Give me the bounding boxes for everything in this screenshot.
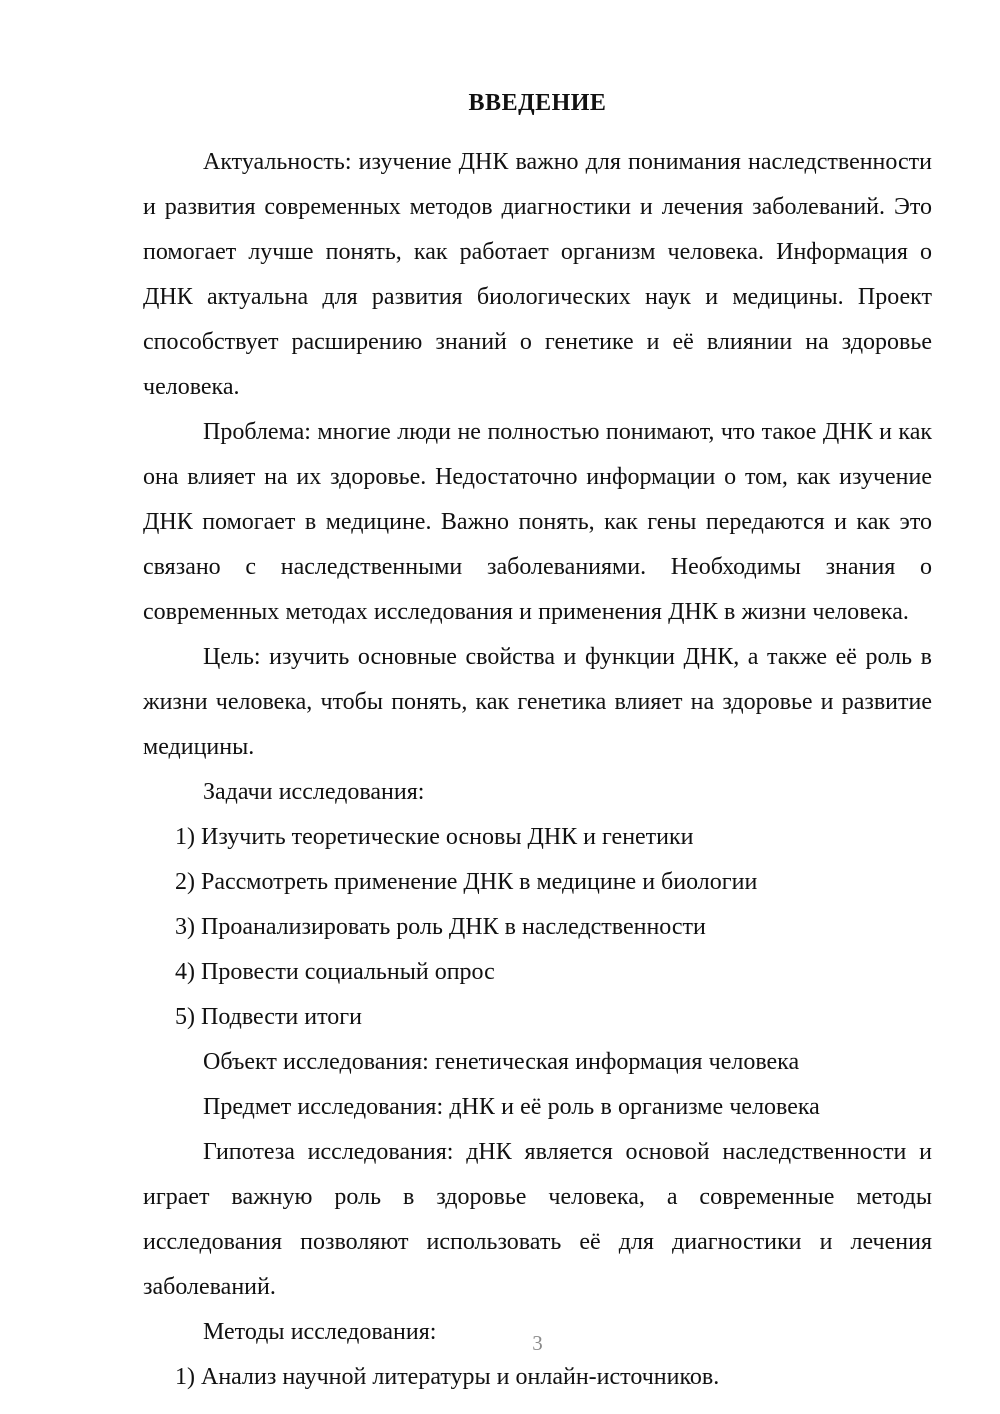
paragraph-hypothesis: Гипотеза исследования: дНК является основой наследственности и играет важную роль в здоровье человека, а современные методы исследования позволяют использовать её для диагностики и лечения заболеваний. <box>143 1139 932 1300</box>
heading-tasks: Задачи исследования: <box>203 779 425 805</box>
list-item: 2) Рассмотреть применение ДНК в медицине и биологии <box>175 869 758 895</box>
page-content <box>143 88 932 1400</box>
list-item: 1) Анализ научной литературы и онлайн-источников. <box>175 1364 720 1390</box>
paragraph-problem: Проблема: многие люди не полностью понимают, что такое ДНК и как она влияет на их здоровье. Недостаточно информации о том, как изучение ДНК помогает в медицине. Важно понять, как гены передаются и как это связано с наследственными заболеваниями. Необходимы знания о современных методах исследования и применения ДНК в жизни человека. <box>143 419 932 625</box>
list-item: 5) Подвести итоги <box>175 1004 362 1030</box>
page-title: ВВЕДЕНИЕ <box>468 90 607 116</box>
list-item: 3) Проанализировать роль ДНК в наследственности <box>175 914 706 940</box>
paragraph-subject: Предмет исследования: дНК и её роль в организме человека <box>203 1094 820 1120</box>
paragraph-goal: Цель: изучить основные свойства и функции ДНК, а также её роль в жизни человека, чтобы понять, как генетика влияет на здоровье и развитие медицины. <box>143 644 932 760</box>
paragraph-object: Объект исследования: генетическая информация человека <box>203 1049 800 1075</box>
list-item: 1) Изучить теоретические основы ДНК и генетики <box>175 824 694 850</box>
page-number: 3 <box>532 1331 543 1355</box>
paragraph-relevance: Актуальность: изучение ДНК важно для понимания наследственности и развития современных методов диагностики и лечения заболеваний. Это помогает лучше понять, как работает организм человека. Информация о ДНК актуальна для развития биологических наук и медицины. Проект способствует расширению знаний о генетике и её влиянии на здоровье человека. <box>143 149 932 400</box>
heading-methods: Методы исследования: <box>203 1319 437 1345</box>
list-item: 4) Провести социальный опрос <box>175 959 495 985</box>
